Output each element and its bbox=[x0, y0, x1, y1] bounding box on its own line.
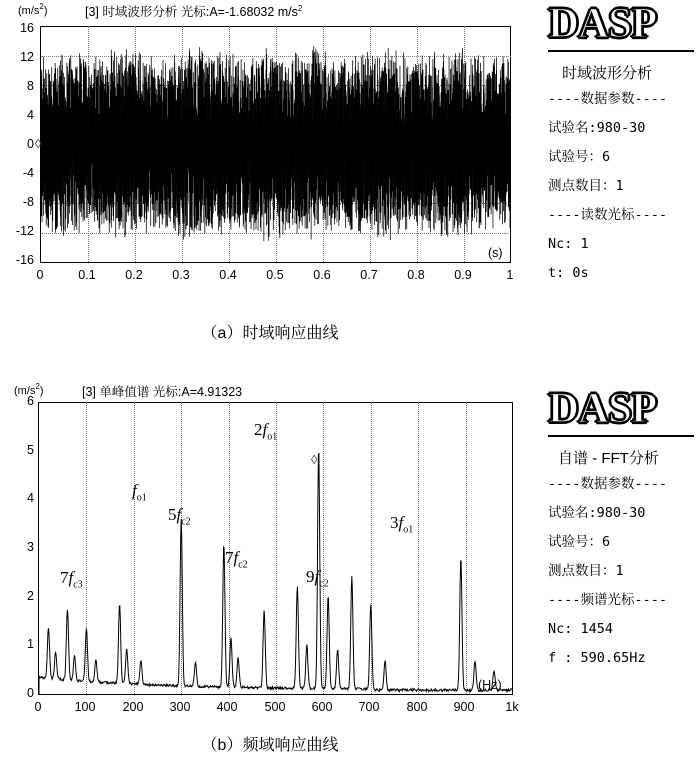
dasp-logo-text: DASP bbox=[548, 385, 657, 432]
peak-f: f bbox=[68, 568, 74, 587]
top-chart-panel bbox=[0, 0, 540, 370]
top-unit-text: (m/s bbox=[18, 5, 40, 18]
bottom-xaxis-label: (Hz) bbox=[478, 678, 502, 692]
top-ytick-8: -16 bbox=[15, 253, 34, 267]
top-sidebar-row-2: 测点数目：1 bbox=[548, 178, 624, 194]
spectrum-plot bbox=[39, 402, 513, 694]
bottom-chart-panel bbox=[0, 380, 540, 759]
peak-mult: 5 bbox=[168, 505, 177, 524]
top-chart-title-sup: 2 bbox=[297, 3, 303, 13]
top-xtick-3: 0.3 bbox=[172, 268, 190, 282]
top-plot-area[interactable] bbox=[35, 26, 511, 263]
peak-label-3fo1 bbox=[390, 513, 413, 535]
top-chart-unit bbox=[18, 2, 48, 17]
bottom-ytick-6: 0 bbox=[27, 686, 34, 700]
top-ytick-7: -12 bbox=[15, 224, 34, 238]
peak-label-2fo1 bbox=[254, 420, 277, 442]
top-sidebar-row-0: 试验名:980-30 bbox=[548, 120, 646, 136]
bottom-xtick-0: 0 bbox=[34, 700, 42, 714]
bottom-sidebar-params-head: ----数据参数---- bbox=[548, 476, 668, 492]
peak-sub: o1 bbox=[267, 431, 278, 443]
bottom-chart-caption: （b）频域响应曲线 bbox=[201, 737, 339, 754]
bottom-xtick-8: 800 bbox=[406, 700, 428, 714]
time-waveform bbox=[41, 26, 511, 262]
peak-sub: c2 bbox=[319, 578, 329, 590]
peak-label-7fc2 bbox=[225, 548, 248, 570]
top-ytick-5: -4 bbox=[22, 166, 34, 180]
peak-sub: o1 bbox=[136, 492, 147, 504]
bottom-xtick-7: 700 bbox=[358, 700, 380, 714]
top-sidebar-heading: 时域波形分析 bbox=[562, 65, 653, 82]
top-xtick-2: 0.2 bbox=[125, 268, 143, 282]
bottom-ytick-1: 5 bbox=[27, 443, 34, 457]
bottom-xtick-9: 900 bbox=[453, 700, 475, 714]
dasp-logo-underline bbox=[548, 435, 694, 437]
top-unit-sup: 2 bbox=[39, 2, 44, 11]
peak-mult: 7 bbox=[60, 568, 69, 587]
bottom-ytick-3: 3 bbox=[27, 540, 34, 554]
spectrum-cursor-marker[interactable]: ◊ bbox=[311, 452, 318, 467]
peak-sub: c2 bbox=[181, 516, 191, 528]
top-xtick-1: 0.1 bbox=[78, 268, 96, 282]
peak-mult: 3 bbox=[390, 513, 399, 532]
peak-sub: c2 bbox=[238, 559, 248, 571]
top-xtick-8: 0.8 bbox=[407, 268, 425, 282]
bottom-xtick-5: 500 bbox=[264, 700, 286, 714]
top-ytick-0: 16 bbox=[20, 21, 34, 35]
top-xtick-7: 0.7 bbox=[360, 268, 378, 282]
peak-f: f bbox=[176, 505, 182, 524]
bottom-unit-close: ) bbox=[39, 385, 44, 398]
dasp-logo-bottom bbox=[548, 387, 694, 439]
bottom-ytick-2: 4 bbox=[27, 491, 34, 505]
peak-f: f bbox=[314, 567, 320, 586]
top-xtick-0: 0 bbox=[36, 268, 44, 282]
bottom-xtick-6: 600 bbox=[311, 700, 333, 714]
top-ytick-1: 12 bbox=[20, 50, 34, 64]
peak-mult: 9 bbox=[306, 567, 315, 586]
bottom-ytick-0: 6 bbox=[27, 394, 34, 408]
peak-label-5fc2 bbox=[168, 505, 191, 527]
bottom-ytick-5: 1 bbox=[27, 637, 34, 651]
top-xaxis-label: (s) bbox=[488, 246, 503, 260]
dasp-logo-text: DASP bbox=[548, 0, 657, 47]
top-sidebar-cursor-row-0: Nc: 1 bbox=[548, 236, 589, 252]
peak-label-9fc2 bbox=[306, 567, 329, 589]
peak-f: f bbox=[262, 420, 268, 439]
top-xtick-9: 0.9 bbox=[454, 268, 472, 282]
top-xtick-10: 1 bbox=[506, 268, 514, 282]
peak-sub: c3 bbox=[73, 579, 83, 591]
bottom-sidebar-cursor-row-1: f : 590.65Hz bbox=[548, 650, 646, 666]
dasp-logo-top bbox=[548, 2, 694, 54]
top-xtick-4: 0.4 bbox=[219, 268, 237, 282]
peak-label-7fc3 bbox=[60, 568, 83, 590]
bottom-xtick-3: 300 bbox=[169, 700, 191, 714]
peak-mult: 7 bbox=[225, 548, 234, 567]
bottom-xtick-2: 200 bbox=[122, 700, 144, 714]
top-unit-close: ) bbox=[43, 5, 48, 18]
bottom-unit-sup: 2 bbox=[35, 382, 40, 391]
bottom-unit-text: (m/s bbox=[14, 385, 36, 398]
peak-f: f bbox=[233, 548, 239, 567]
dasp-logo-underline bbox=[548, 50, 694, 52]
peak-sub: o1 bbox=[403, 524, 414, 536]
peak-f: f bbox=[398, 513, 404, 532]
peak-mult: 2 bbox=[254, 420, 263, 439]
bottom-xtick-4: 400 bbox=[216, 700, 238, 714]
bottom-sidebar-heading: 自谱 - FFT分析 bbox=[558, 450, 659, 467]
top-ytick-3: 4 bbox=[27, 108, 34, 122]
top-xtick-5: 0.5 bbox=[266, 268, 284, 282]
top-sidebar-row-1: 试验号：6 bbox=[548, 149, 611, 165]
bottom-chart-title: [3] 单峰值谱 光标:A=4.91323 bbox=[82, 385, 243, 399]
top-ytick-2: 8 bbox=[27, 79, 34, 93]
bottom-sidebar-cursor-head: ----频谱光标---- bbox=[548, 592, 668, 608]
bottom-sidebar-row-0: 试验名:980-30 bbox=[548, 505, 646, 521]
top-chart-title-text: [3] 时域波形分析 光标:A=-1.68032 m/s bbox=[85, 5, 298, 19]
bottom-xtick-1: 100 bbox=[74, 700, 96, 714]
time-cursor-marker[interactable]: ◊ bbox=[35, 136, 42, 151]
top-xtick-6: 0.6 bbox=[313, 268, 331, 282]
bottom-ytick-4: 2 bbox=[27, 589, 34, 603]
bottom-sidebar-cursor-row-0: Nc: 1454 bbox=[548, 621, 614, 637]
bottom-xtick-10: 1k bbox=[505, 700, 519, 714]
bottom-plot-area[interactable] bbox=[38, 402, 513, 695]
top-sidebar-cursor-row-1: t: 0s bbox=[548, 265, 589, 281]
top-chart-caption: （a）时域响应曲线 bbox=[201, 325, 339, 342]
top-sidebar-params-head: ----数据参数---- bbox=[548, 91, 668, 107]
top-chart-title bbox=[85, 2, 302, 20]
bottom-sidebar bbox=[540, 385, 700, 759]
peak-label-fo1 bbox=[132, 481, 147, 503]
top-sidebar bbox=[540, 0, 700, 370]
top-sidebar-cursor-head: ----读数光标---- bbox=[548, 207, 668, 223]
bottom-sidebar-row-2: 测点数目：1 bbox=[548, 563, 624, 579]
bottom-sidebar-row-1: 试验号：6 bbox=[548, 534, 611, 550]
top-ytick-6: -8 bbox=[22, 195, 34, 209]
peak-f: f bbox=[132, 481, 137, 500]
top-ytick-4: 0 bbox=[27, 137, 34, 151]
